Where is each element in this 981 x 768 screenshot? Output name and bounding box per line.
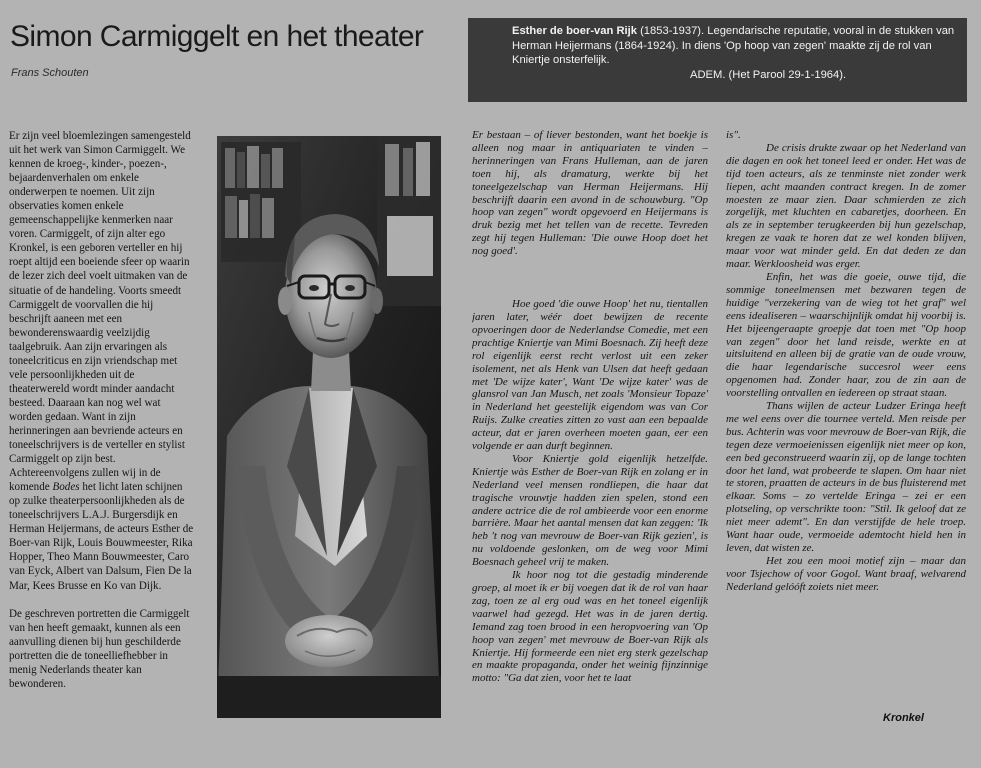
paragraph: Het zou een mooi motief zijn – maar dan voor Tsjechow of voor Gogol. Want braaf, welvarend Nederland gelóóft zoiets niet meer.: [726, 554, 966, 593]
paragraph: Enfin, het was die goeie, ouwe tijd, die sommige toneelmensen met bezwaren tegen de huidige "verzekering van de wieg tot het graf" wel eens idealiseren – waarschijnlijk omdat hij voorbij is. Het bijeengeraapte groepje dat toen met "Op hoop van zegen" door het land reisde, werkte en at uitsluitend en alleen bij de gratie van de oude vrouw, die haar legendarische succesrol weer eens opgenomen had. Zonder haar, zou de zin aan de voorstelling ontvallen en iedereen op straat staan.: [726, 270, 966, 400]
column-3: [726, 129, 966, 761]
paragraph: Thans wijlen de acteur Ludzer Eringa heeft me wel eens over die tournee verteld. Men reisde per bus. Achterin was voor mevrouw de Boer-van Rijk, die tegen deze vermoeienissen eigenlijk niet meer op kon, een bed geconstrueerd waarin zij, op de lange tochten door het land, wat probeerde te slapen. Om haar niet te storen, praatten de acteurs in de bus fluisterend met elkaar. Soms – zo vertelde Eringa – zei er een plotseling, op verschrikte toon: "Stil. Ik geloof dat ze niet meer ademt". En dan verstijfde de hele troep. Want haar oude, vermoeide ademtocht hield hen in leven, dat wisten ze.: [726, 400, 966, 554]
article-title: Simon Carmiggelt en het theater: [10, 20, 424, 53]
caption-name: Esther de boer-van Rijk: [512, 25, 637, 37]
author-signature: Kronkel: [883, 712, 924, 724]
paragraph: De geschreven portretten die Carmiggelt van hen heeft gemaakt, kunnen als een aanvulling dienen bij hun geschilderde portretten die de toneelliefhebber in menig Nederlands theater kan bewonderen.: [9, 607, 190, 690]
paragraph: [9, 129, 195, 593]
paragraph-text: het licht laten schijnen op zulke theaterpersoonlijkheden als de toneelschrijvers L.A.J. Burgersdijk en Herman Heijermans, de acteurs Esther de Boer-van Rijk, Louis Bouwmeester, Rika Hopper, Theo Mann Bouwmeester, Caro van Eyck, Albert van Dalsum, Fien De la Mar, Kees Brusse en Ko van Dijk.: [9, 481, 194, 592]
paragraph: Er bestaan – of liever bestonden, want het boekje is alleen nog maar in antiquariaten te vinden – herinneringen van Frans Hulleman, aan de jaren toen hij, als dramaturg, werkte bij het toneelgezelschap van Herman Heijermans. Hij beschrijft daarin een avond in de schouwburg. "Op hoop van zegen" wordt opgevoerd en Heijermans is druk bezig met het tellen van de recette. Tevreden zegt hij tegen Hulleman: 'Die ouwe Hoop doet het nog goed'.: [472, 129, 708, 258]
byline: Frans Schouten: [11, 67, 89, 79]
caption-text: (1853-1937). Legendarische reputatie, vooral in de stukken van Herman Heijermans (1864-1924). In diens 'Op hoop van zegen' maakte zij de rol van Kniertje onsterfelijk.: [512, 25, 955, 67]
paragraph: Voor Kniertje gold eigenlijk hetzelfde. Kniertje wàs Esther de Boer-van Rijk en zolang er in Nederland veel mensen rondliepen, die haar dat tragische vrouwtje hadden zien spelen, stond een andere actrice die de rol ambieerde voor een enorme barrière. Maar het aantal mensen dat kan zeggen: 'Ik heb 't nog van mevrouw de Boer-van Rijk gezien', is nu voldoende geslonken, om de weg voor Mimi Boesnach geheel vrij te maken.: [472, 452, 708, 569]
portrait-photo: [217, 136, 441, 718]
column-2: [472, 129, 708, 761]
paragraph-text: Er zijn veel bloemlezingen samengesteld uit het werk van Simon Carmiggelt. We kennen de kroeg-, kinder-, poezen-, bejaardenverhalen om enkele onderwerpen te noemen. Uit zijn observaties komen enkele gemeenschappelijke kenmerken naar voren. Carmiggelt, of zijn alter ego Kronkel, is een geboren verteller en hij roept altijd een boeiende sfeer op waarin de lezer zich deel voelt uitmaken van de situatie of de handeling. Voorts smeedt Carmiggelt de voorvallen die hij beschrijft aaneen met een bewonderenswaardig veelzijdig taalgebruik. Aan zijn ervaringen als toneelcriticus en zijn vriendschap met vele persoonlijkheden uit de theaterwereld wordt minder aandacht besteed. Daaraan kan nog wel wat worden gedaan. Want in zijn herinneringen aan bevriende acteurs en toneelschrijvers is de verteller en stylist Carmiggelt op zijn best. Achtereenvolgens zullen wij in de komende: [9, 130, 191, 494]
portrait-illustration: [217, 136, 441, 718]
paragraph: De crisis drukte zwaar op het Nederland van die dagen en ook het toneel leed er onder. Het was de tijd toen acteurs, als ze tenminste niet zonder werk liepen, acht maanden contract kregen. In de zomer moesten ze maar zien. Daar schmierden ze zich zorgelijk, met kluchten en cabaretjes, doorheen. En als ze in september terugkeerden bij hun gezelschap, kregen ze vaak te horen dat ze wel konden blijven, maar voor wat minder geld. En dat deden ze dan maar. Werkloosheid was erger.: [726, 141, 966, 271]
magazine-name: Bodes: [52, 481, 80, 494]
column-1: [9, 129, 195, 761]
paragraph: is".: [726, 129, 741, 141]
paragraph: Hoe goed 'die ouwe Hoop' het nu, tientallen jaren later, wéér doet bewijzen de recente opvoeringen door de Nederlandse Comedie, met een prachtige Kniertje van Mimi Boesnach. Zij heeft deze rol eigenlijk eerst recht verlost uit een zeker isolement, net als Henk van Ulsen dat heeft gedaan met 'De wijze kater', Want 'De wijze kater' was de glansrol van Jan Musch, net zoals 'Monsieur Topaze' in Nederland het geestelijk eigendom was van Cor Ruijs. Zulke creaties zitten zo vast aan een bepaalde acteur, dat er jaren overheen moeten gaan, eer een volgende er aan durft beginnen.: [472, 298, 708, 453]
caption-credit: ADEM. (Het Parool 29-1-1964).: [690, 68, 847, 81]
paragraph: Ik hoor nog tot die gestadig minderende groep, al moet ik er bij voegen dat ik de rol van haar zag, toen ze al erg oud was en het toneel eigenlijk vaarwel had gezegd. Het was in de jaren dertig. Iemand zag toen brood in een heropvoering van 'Op hoop van zegen' met mevrouw de Boer-van Rijk als Kniertje. Hij formeerde een niet erg sterk gezelschap en maakte propaganda, onder het weinig fijnzinnige motto: "Ga dat zien, voor het te laat: [472, 569, 708, 685]
photo-caption-box: [468, 18, 967, 102]
